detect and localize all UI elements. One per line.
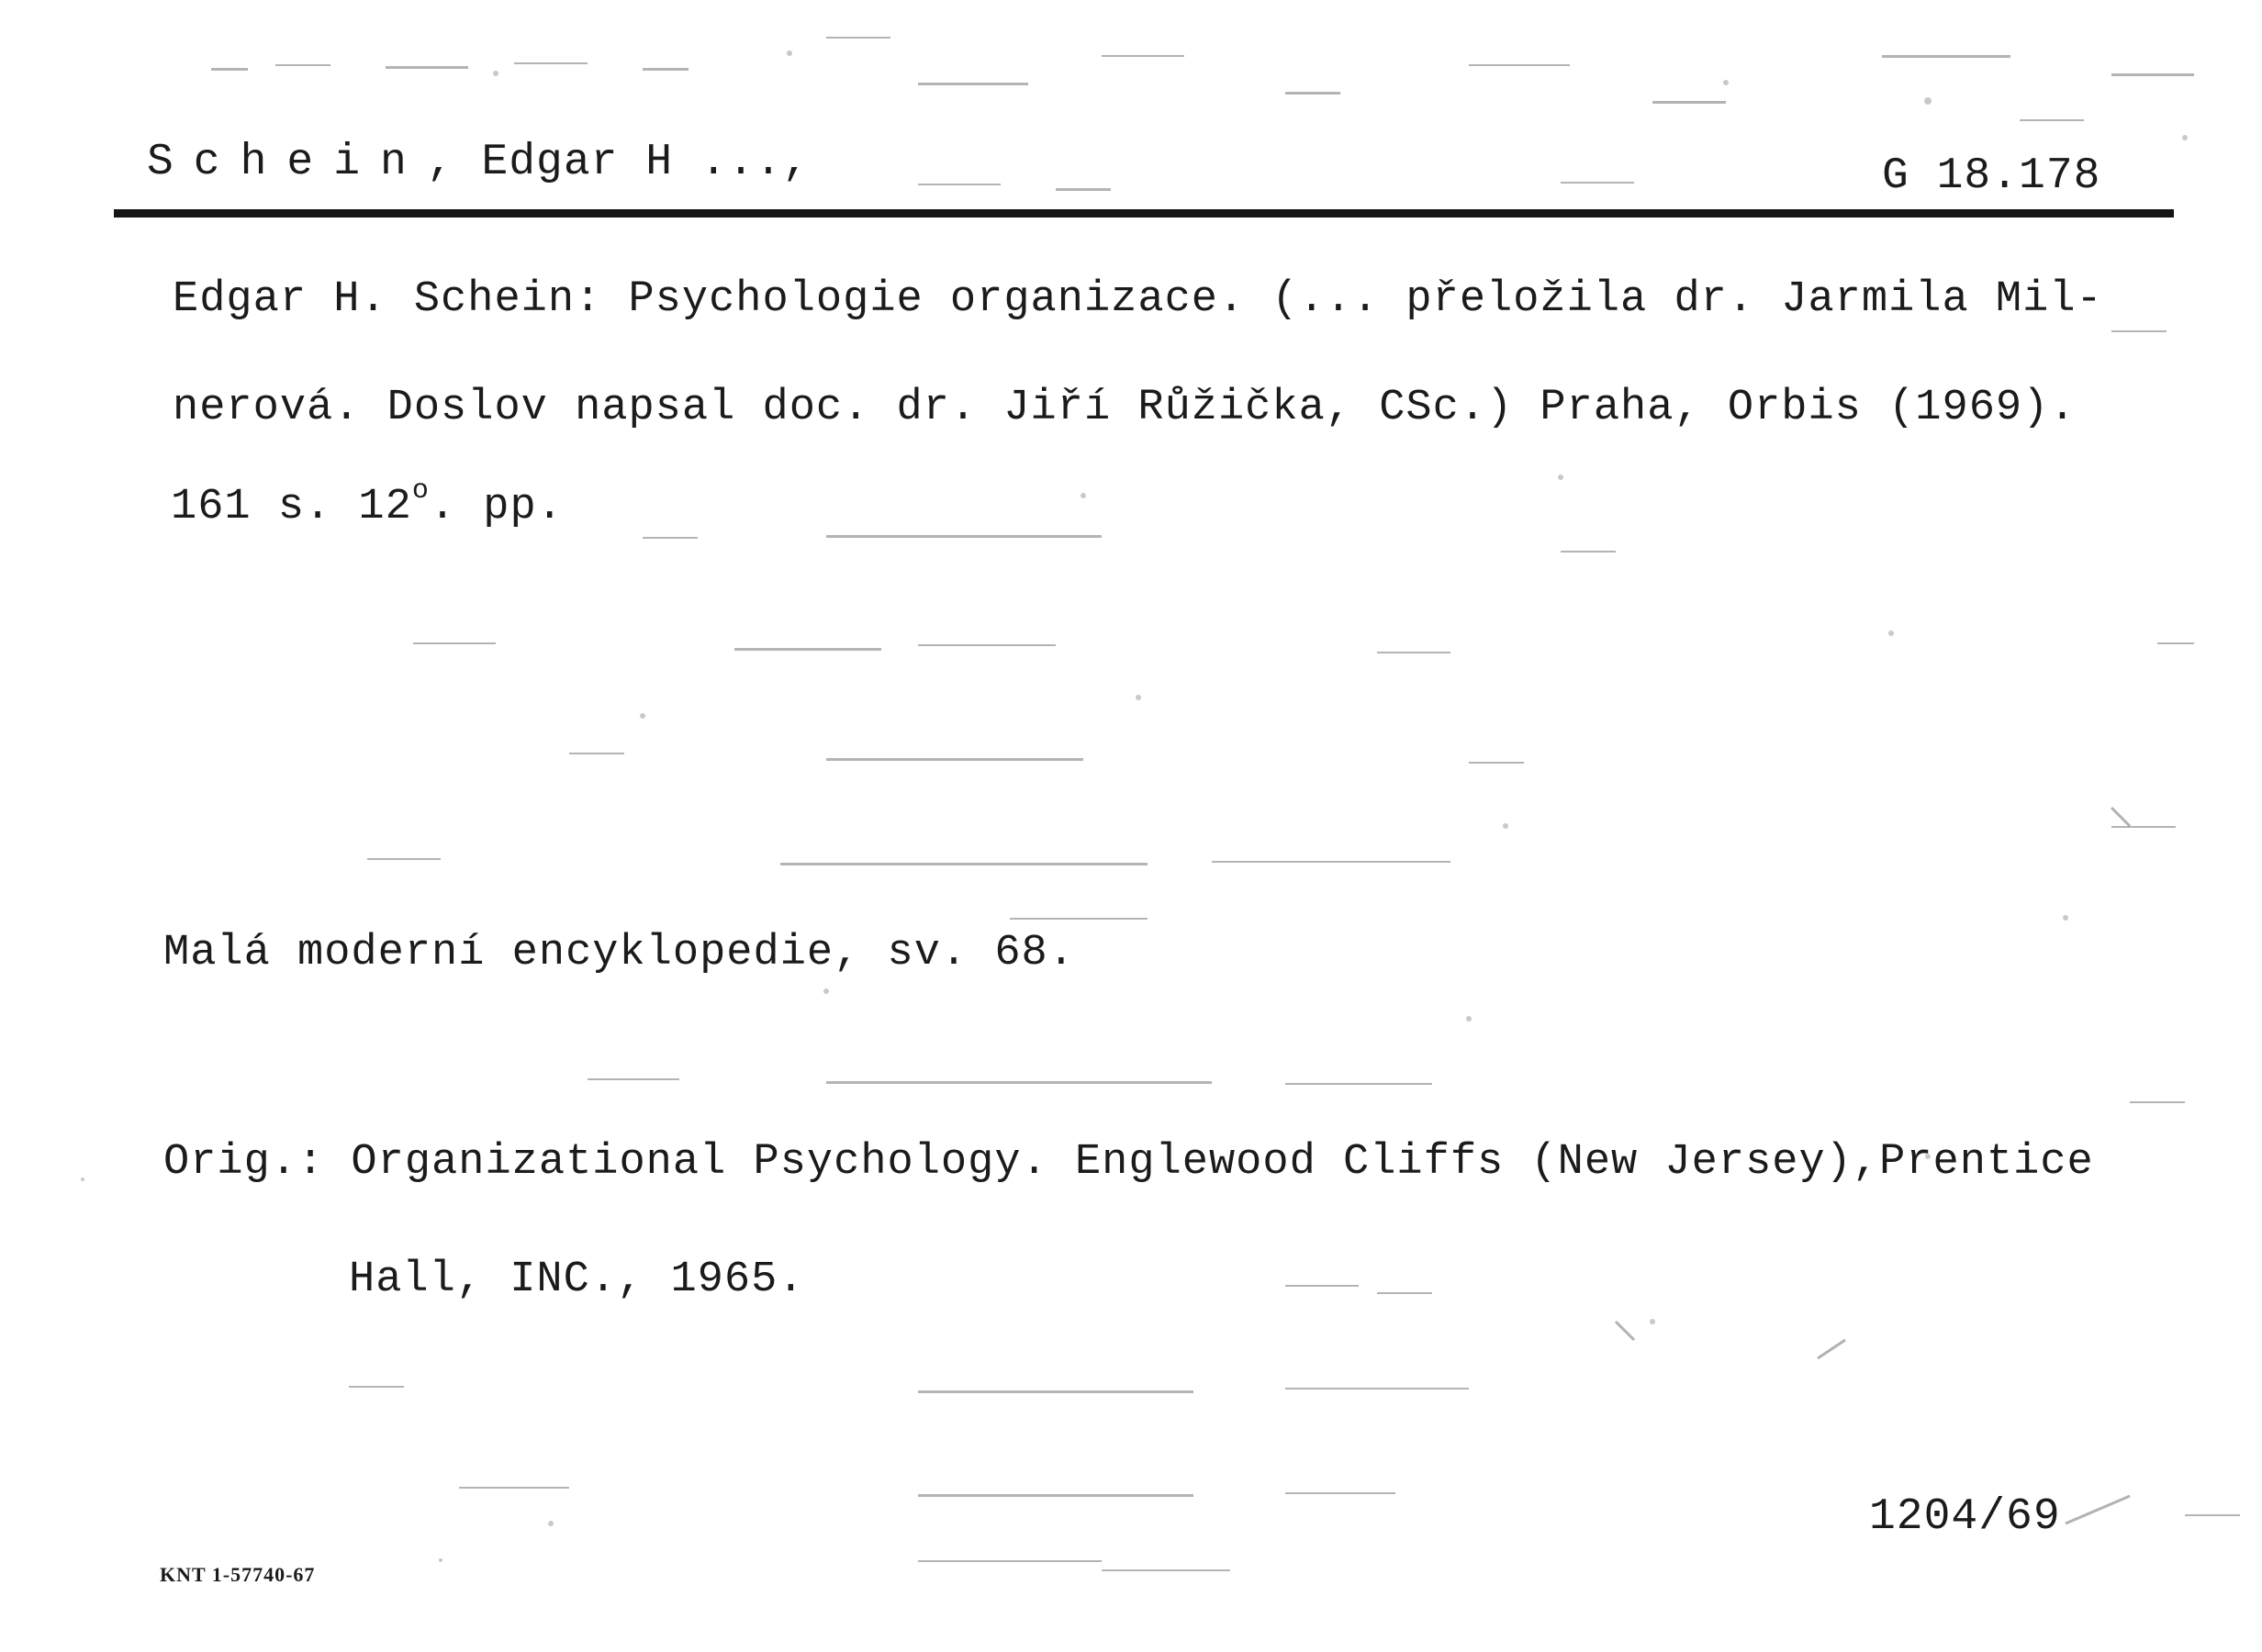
accession-number: 1204/69 bbox=[1869, 1492, 2061, 1542]
series-statement: Malá moderní encyklopedie, sv. 68. bbox=[163, 929, 1075, 977]
heading-rule bbox=[114, 209, 2174, 218]
author-forename: , Edgar H ..., bbox=[426, 138, 811, 187]
author-heading bbox=[147, 138, 810, 187]
original-title-line-2: Hall, INC., 1965. bbox=[349, 1256, 805, 1304]
entry-collation-end: . pp. bbox=[429, 483, 564, 531]
author-surname: Schein bbox=[147, 138, 427, 187]
entry-line-1: Edgar H. Schein: Psychologie organizace. (... přeložila dr. Jarmila Mil- bbox=[173, 275, 2103, 324]
original-title-line-1: Orig.: Organizational Psychology. Englewood Cliffs (New Jersey),Prentice bbox=[163, 1138, 2094, 1187]
entry-format-degree: o bbox=[411, 475, 430, 507]
call-number: G 18.178 bbox=[1882, 151, 2101, 201]
entry-line-3 bbox=[171, 475, 564, 531]
form-code: KNT 1-57740-67 bbox=[160, 1563, 316, 1586]
entry-collation: 161 s. 12 bbox=[171, 483, 412, 531]
entry-line-2: nerová. Doslov napsal doc. dr. Jiří Růžička, CSc.) Praha, Orbis (1969). bbox=[173, 384, 2077, 432]
